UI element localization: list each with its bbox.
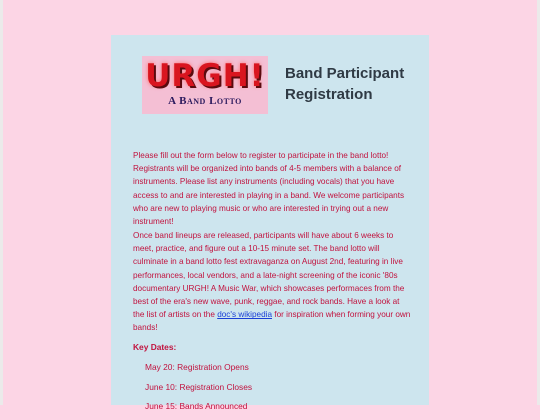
key-dates-list — [145, 361, 252, 420]
logo-tagline: A Band Lotto — [168, 95, 242, 107]
intro-p2-tail: for inspiration when forming your own bands! — [133, 310, 411, 333]
key-date-item: May 20: Registration Opens — [145, 362, 249, 372]
wikipedia-link[interactable]: doc's wikipedia — [217, 310, 273, 320]
form-header-card — [111, 35, 429, 411]
intro-p2-text: Once band lineups are released, participants will have about 6 weeks to meet, practice, and figure out a 10-15 minute set. The band lotto will culminate in a band lotto fest extravaganza on August 2nd, featuring in live performances, local vendors, and a late-night screening of the iconic '80s documentary URGH! A Music War, which showcases performaces from the best of the era's new wave, punk, reggae, and rock bands. Have a look at the list of artists on the — [133, 231, 405, 320]
intro-paragraph-1: Please fill out the form below to register to participate in the band lotto! Registrants will be organized into bands of 4-5 members with a balance of instruments. Please list any instruments (including vocals) that you have access to and are interested in playing in a band. We welcome participants who are new to playing music or who are interested in trying out a new instrument! — [133, 151, 405, 227]
urgh-logo — [142, 56, 268, 114]
key-date-item: June 15: Bands Announced — [145, 401, 248, 411]
logo-wordmark: URGH! — [145, 58, 265, 94]
intro-paragraph-2 — [133, 229, 413, 335]
key-date-item: June 10: Registration Closes — [145, 381, 253, 392]
page-title: Band Participant Registration — [285, 65, 405, 103]
key-dates-heading: Key Dates: — [133, 342, 177, 352]
